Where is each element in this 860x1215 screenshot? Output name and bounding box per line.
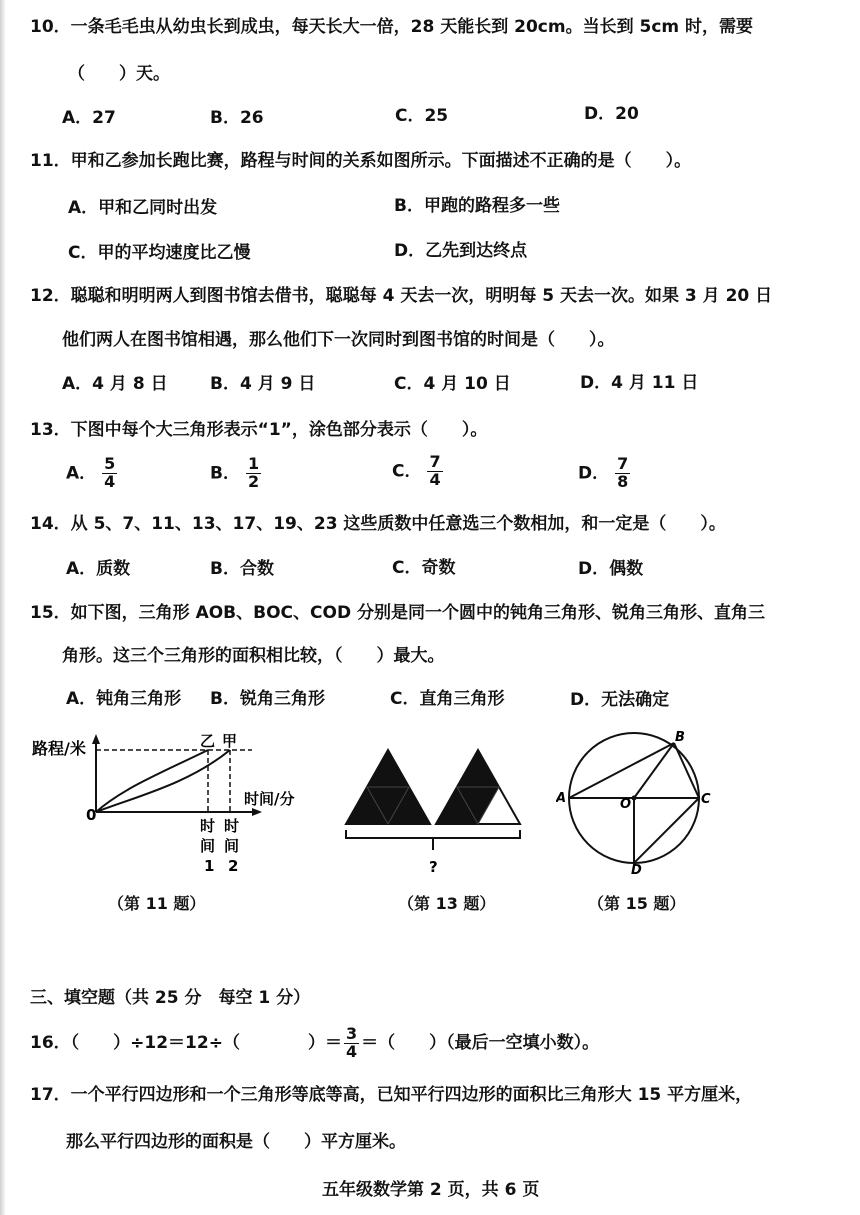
point-c-label: C — [701, 792, 711, 807]
point-a-label: A — [556, 791, 567, 806]
time1-number: 1 — [204, 857, 215, 875]
segment-ob — [634, 743, 674, 798]
q11-figure-caption: （第 11 题） — [108, 894, 206, 913]
yi-label: 乙 — [200, 732, 216, 750]
q10-option-d: D．20 — [584, 104, 639, 124]
q11-option-d: D．乙先到达终点 — [394, 241, 528, 261]
q14-option-c: C．奇数 — [392, 558, 456, 578]
q14-option-d: D．偶数 — [578, 559, 644, 579]
point-o-label: O — [620, 797, 632, 812]
x-axis-arrow-icon — [252, 808, 262, 816]
q13-option-a-denominator: 4 — [104, 471, 116, 491]
q11-distance-time-graph — [28, 728, 328, 883]
time2-number: 2 — [228, 857, 239, 875]
q13-option-c — [392, 454, 443, 489]
segment-bc — [674, 743, 699, 798]
q12-option-c: C．4 月 10 日 — [394, 374, 511, 394]
q12-option-b: B．4 月 9 日 — [210, 374, 316, 394]
q13-option-b — [210, 456, 261, 491]
q15-stem-line2: 角形。这三个三角形的面积相比较，（ ）最大。 — [62, 646, 445, 666]
q15-circle-figure — [556, 728, 726, 876]
q15-option-b: B．锐角三角形 — [210, 689, 325, 709]
q13-option-b-letter: B． — [210, 463, 240, 484]
q14-option-b: B．合数 — [210, 559, 274, 579]
q10-stem-line2: （ ）天。 — [68, 64, 170, 84]
q10-option-b: B．26 — [210, 108, 264, 128]
q15-option-c: C．直角三角形 — [390, 689, 505, 709]
time2-char2: 间 — [224, 837, 240, 855]
q12-stem-line1: 12．聪聪和明明两人到图书馆去借书，聪聪每 4 天去一次，明明每 5 天去一次。如果 3 月 20 日 — [30, 286, 773, 306]
q13-option-c-numerator: 7 — [429, 452, 441, 471]
q12-option-a: A．4 月 8 日 — [62, 374, 168, 394]
q13-option-a-fraction — [102, 456, 117, 491]
q13-option-b-fraction — [246, 456, 261, 491]
q15-option-d: D．无法确定 — [570, 690, 670, 710]
page-footer: 五年级数学第 2 页，共 6 页 — [322, 1180, 540, 1200]
time1-char1: 时 — [200, 817, 216, 835]
time2-char1: 时 — [224, 817, 240, 835]
q12-option-d: D．4 月 11 日 — [580, 373, 699, 393]
section-3-heading: 三、填空题（共 25 分 每空 1 分） — [30, 988, 311, 1008]
brace-bracket — [346, 830, 520, 838]
q13-option-b-denominator: 2 — [247, 471, 260, 491]
q13-option-d-numerator: 7 — [617, 454, 629, 473]
jia-path-line — [96, 750, 230, 812]
q11-option-b: B．甲跑的路程多一些 — [394, 196, 560, 216]
q16-numerator: 3 — [345, 1024, 358, 1043]
q16-part2: ＝（ ）（最后一空填小数）。 — [361, 1033, 600, 1054]
q14-stem: 14．从 5、7、11、13、17、19、23 这些质数中任意选三个数相加，和一定是（ ）。 — [30, 514, 726, 534]
graph-y-axis-label: 路程/米 — [32, 739, 86, 758]
q15-figure-caption: （第 15 题） — [588, 894, 686, 913]
q17-stem-line2: 那么平行四边形的面积是（ ）平方厘米。 — [66, 1132, 406, 1152]
q17-stem-line1: 17．一个平行四边形和一个三角形等底等高，已知平行四边形的面积比三角形大 15 平方厘米， — [30, 1085, 753, 1105]
page-edge — [0, 0, 6, 1215]
q10-option-a: A．27 — [62, 108, 116, 128]
q13-option-d-letter: D． — [578, 463, 610, 484]
center-point — [632, 796, 637, 801]
q10-option-c: C．25 — [395, 106, 449, 126]
q13-option-c-letter: C． — [392, 461, 422, 482]
q15-option-a: A．钝角三角形 — [66, 689, 182, 709]
q14-option-a: A．质数 — [66, 559, 131, 579]
q16-part1: 16．（ ）÷12＝12÷（ ）＝ — [30, 1033, 342, 1054]
q16-line — [30, 1026, 599, 1061]
q13-option-d-fraction — [615, 456, 630, 491]
graph-x-axis-label: 时间/分 — [244, 790, 295, 808]
point-b-label: B — [675, 730, 685, 745]
y-axis-arrow-icon — [92, 734, 100, 744]
segment-ab — [569, 743, 674, 798]
q13-option-d — [578, 456, 630, 491]
q15-stem-line1: 15．如下图，三角形 AOB、BOC、COD 分别是同一个圆中的钝角三角形、锐角三角形、直角三 — [30, 603, 765, 623]
q16-denominator: 4 — [345, 1041, 358, 1061]
q13-option-c-fraction — [427, 454, 442, 489]
q11-option-a: A．甲和乙同时出发 — [68, 198, 218, 218]
q13-option-c-denominator: 4 — [429, 469, 441, 489]
q13-option-a-numerator: 5 — [104, 454, 116, 473]
q13-stem: 13．下图中每个大三角形表示“1”，涂色部分表示（ ）。 — [30, 420, 488, 440]
time1-char2: 间 — [200, 837, 216, 855]
q13-option-d-denominator: 8 — [617, 471, 629, 491]
q13-option-a-letter: A． — [66, 463, 97, 484]
q16-fraction — [344, 1026, 359, 1061]
q11-option-c: C．甲的平均速度比乙慢 — [68, 243, 251, 263]
question-mark-label: ? — [429, 858, 438, 876]
q13-option-a — [66, 456, 117, 491]
q10-stem-line1: 10．一条毛毛虫从幼虫长到成虫，每天长大一倍，28 天能长到 20cm。当长到 5cm 时，需要 — [30, 17, 754, 37]
yi-path-line — [96, 750, 208, 812]
q11-stem: 11．甲和乙参加长跑比赛，路程与时间的关系如图所示。下面描述不正确的是（ ）。 — [30, 151, 692, 171]
jia-label: 甲 — [222, 732, 238, 750]
q13-option-b-numerator: 1 — [247, 454, 260, 473]
q12-stem-line2: 他们两人在图书馆相遇，那么他们下一次同时到图书馆的时间是（ ）。 — [62, 330, 615, 350]
graph-origin-label: 0 — [86, 806, 97, 824]
point-d-label: D — [631, 863, 642, 876]
q13-triangles-figure — [340, 742, 540, 877]
q13-figure-caption: （第 13 题） — [398, 894, 496, 913]
